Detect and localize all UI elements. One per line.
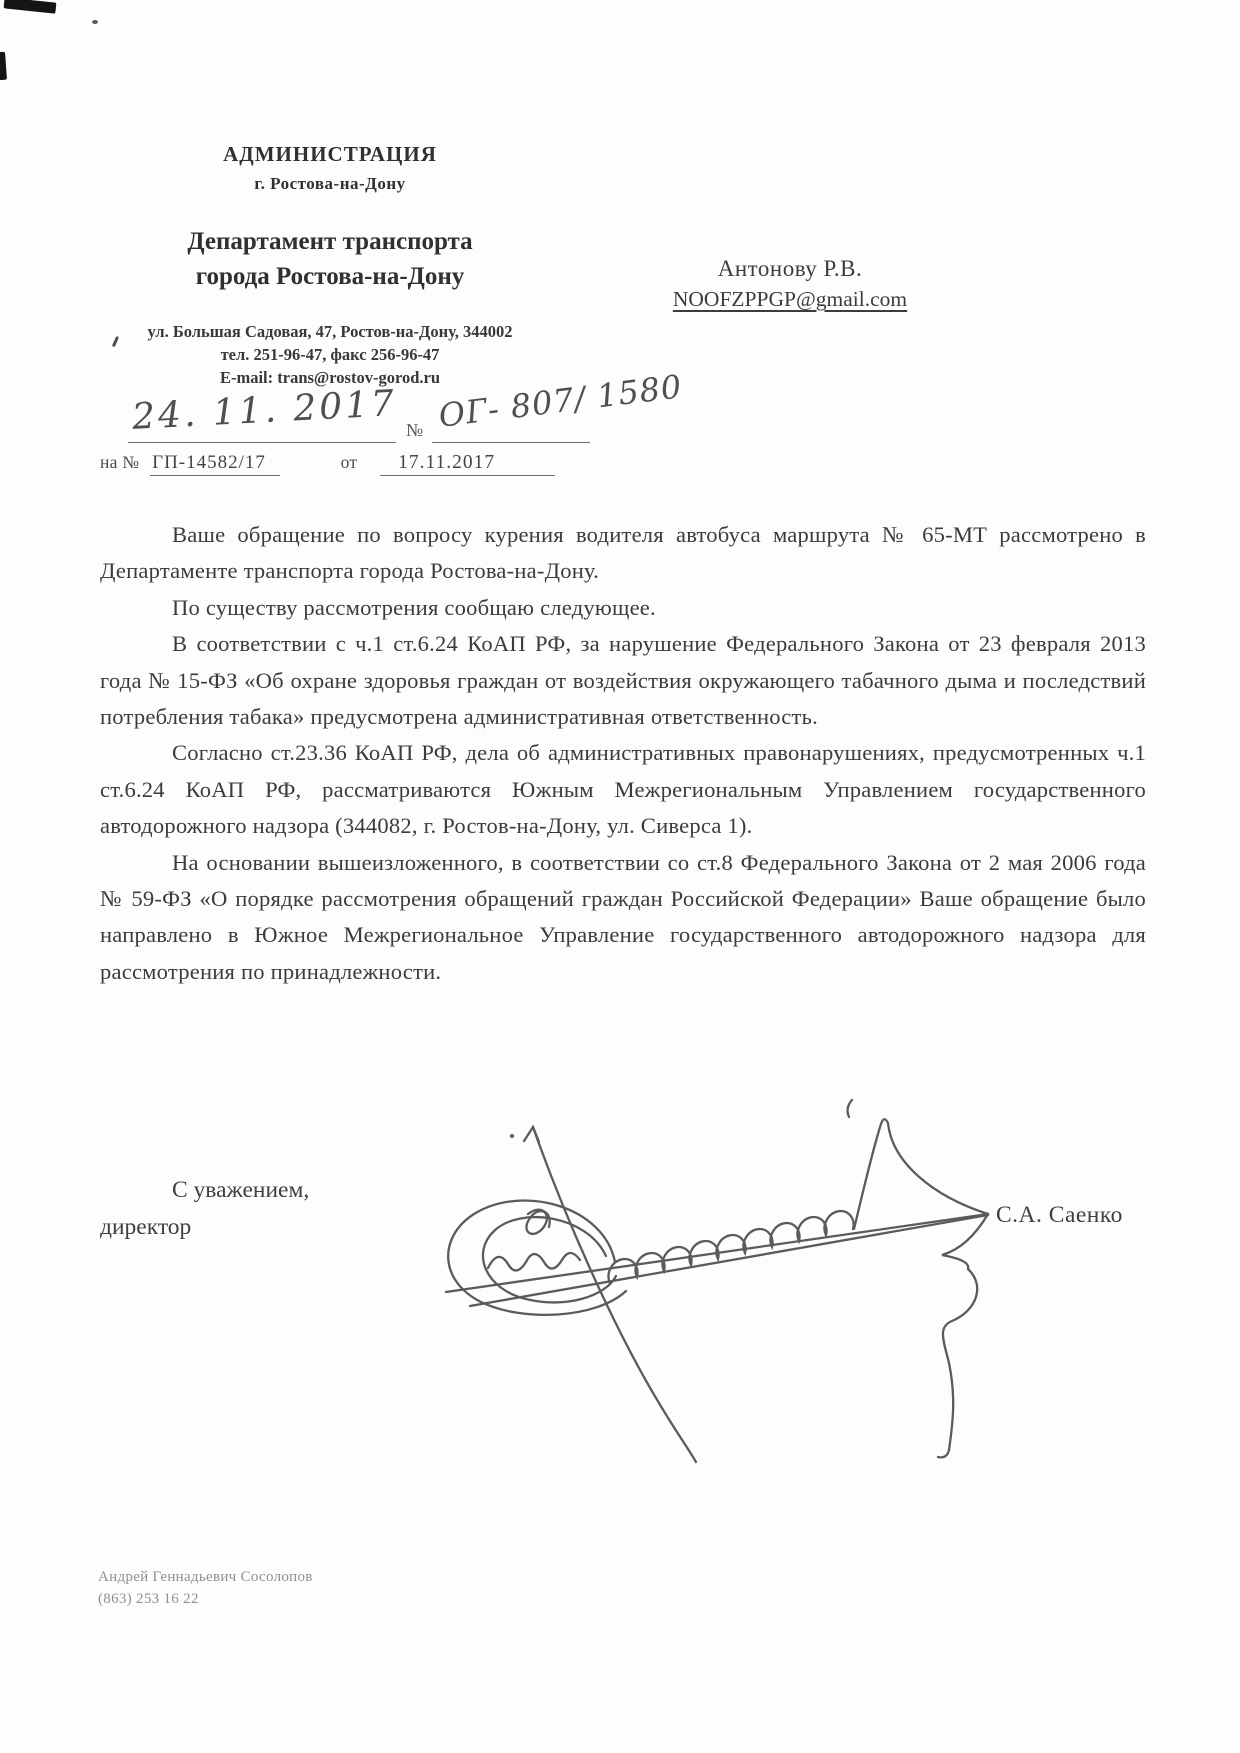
- signer-title: директор: [100, 1214, 192, 1240]
- recipient-email: NOOFZPPGP@gmail.com: [672, 287, 908, 311]
- letter-body: [100, 517, 1146, 990]
- department-name-line1: Департамент транспорта: [187, 228, 473, 255]
- signer-name: С.А. Саенко: [996, 1202, 1123, 1228]
- date-underline: [128, 442, 396, 443]
- incoming-date: 17.11.2017: [380, 452, 555, 476]
- incoming-reference-row: [100, 452, 555, 474]
- department-name-line2: города Ростова-на-Дону: [195, 263, 465, 290]
- number-sign-label: №: [406, 420, 424, 440]
- organization-name: АДМИНИСТРАЦИЯ: [223, 142, 437, 166]
- closing-block: [100, 1172, 309, 1246]
- executor-name: Андрей Геннадьевич Сосолопов: [98, 1569, 313, 1585]
- paragraph-law-reference: В соответствии с ч.1 ст.6.24 КоАП РФ, за нарушение Федерального Закона от 23 февраля 2013 года № 15-ФЗ «Об охране здоровья граждан от воздействия окружающего табачного дыма и последствий потребления табака» предусмотрена административная ответственность.: [100, 631, 1146, 730]
- executor-block: [98, 1566, 313, 1610]
- recipient-name: Антонову Р.В.: [717, 256, 863, 281]
- scan-artifact-speck: [92, 20, 98, 24]
- letterhead-phone: тел. 251-96-47, факс 256-96-47: [220, 345, 440, 364]
- paragraph-jurisdiction: Согласно ст.23.36 КоАП РФ, дела об административных правонарушениях, предусмотренных ч.1 ст.6.24 КоАП РФ, рассматриваются Южным Межрегиональным Управлением государственного автодорожного надзора (344082, г. Ростов-на-Дону, ул. Сиверса 1).: [100, 740, 1146, 839]
- incoming-from-label: от: [340, 452, 358, 472]
- scan-artifact-top-dash: [4, 0, 57, 14]
- signature-scrawl: [400, 1000, 1000, 1480]
- incoming-number: ГП-14582/17: [150, 452, 280, 476]
- letterhead-address: ул. Большая Садовая, 47, Ростов-на-Дону, 344002: [147, 322, 513, 341]
- paragraph-forwarding: На основании вышеизложенного, в соответствии со ст.8 Федерального Закона от 2 мая 2006 года № 59-ФЗ «О порядке рассмотрения обращений граждан Российской Федерации» Ваше обращение было направлено в Южное Межрегиональное Управление государственного автодорожного надзора для рассмотрения по принадлежности.: [100, 849, 1146, 984]
- paragraph-appeal-subject: Ваше обращение по вопросу курения водителя автобуса маршрута № 65-МТ рассмотрено в Департаменте транспорта города Ростова-на-Дону.: [100, 522, 1146, 584]
- scan-artifact-left-edge: [0, 52, 7, 81]
- executor-phone: (863) 253 16 22: [98, 1591, 199, 1607]
- recipient-block: [620, 256, 960, 312]
- handwritten-outgoing-date: 24. 11. 2017: [131, 383, 398, 438]
- letterhead: [85, 142, 575, 389]
- handwritten-outgoing-number: ОГ- 807/ 1580: [436, 367, 685, 435]
- letterhead-email: E-mail: trans@rostov-gorod.ru: [219, 368, 441, 387]
- incoming-number-label: на №: [100, 452, 140, 472]
- number-underline: [432, 442, 590, 443]
- paragraph-intro: По существу рассмотрения сообщаю следующее.: [172, 594, 656, 620]
- organization-city: г. Ростова-на-Дону: [254, 174, 406, 193]
- closing-respect: С уважением,: [172, 1177, 310, 1203]
